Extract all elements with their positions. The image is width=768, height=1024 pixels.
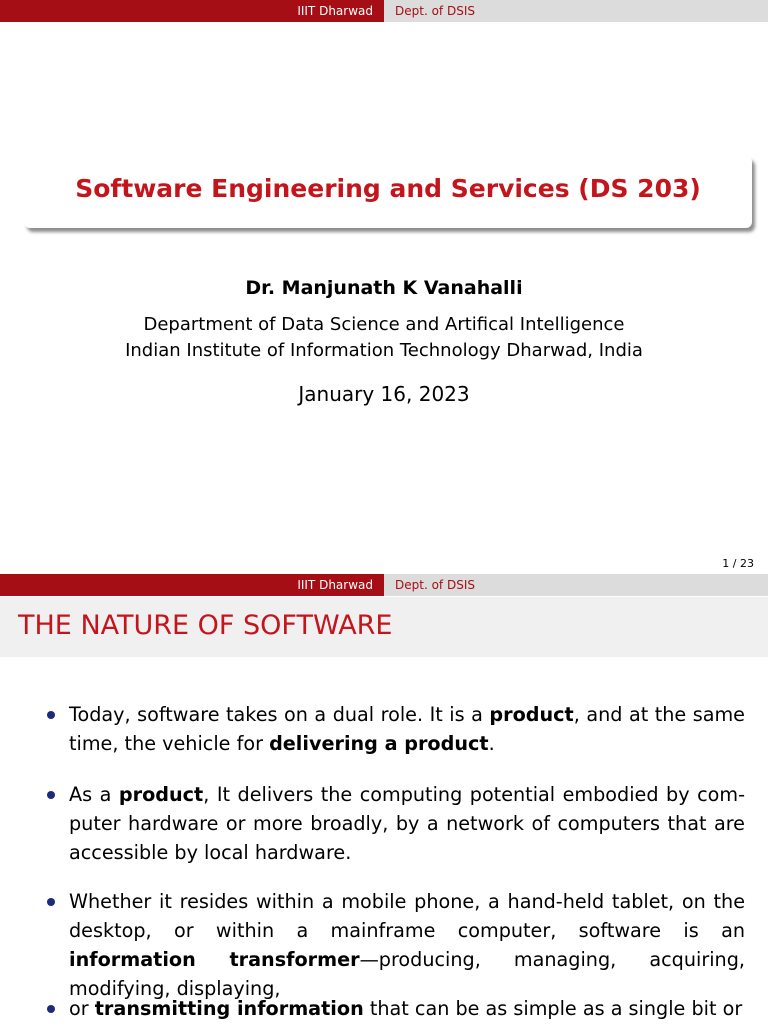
text: that can be as simple as a single bit or xyxy=(363,997,743,1020)
text: As a xyxy=(69,783,119,806)
slide-title: Software Engineering and Services (DS 203) xyxy=(75,174,701,203)
slide1-header xyxy=(0,0,768,22)
header-right: Dept. of DSIS xyxy=(384,574,768,596)
text: Whether it resides within a mobile phone, a hand-held tablet, on the desktop, or within a mainframe computer, software is an xyxy=(69,890,745,942)
bullet-icon xyxy=(47,1005,55,1013)
list-item xyxy=(69,780,745,867)
bold-text: transmitting information xyxy=(94,997,364,1020)
text: . xyxy=(488,732,495,755)
header-left: IIIT Dharwad xyxy=(0,0,384,22)
text: Today, software takes on a dual role. It is a xyxy=(69,703,490,726)
department: Department of Data Science and Artifical Intelligence xyxy=(143,314,625,335)
bullet-icon xyxy=(47,711,55,719)
list-item xyxy=(69,700,745,758)
list-item xyxy=(69,994,745,1023)
bullet-icon xyxy=(47,791,55,799)
author: Dr. Manjunath K Vanahalli xyxy=(245,277,523,299)
bold-text: information transformer xyxy=(69,948,360,971)
text: , and at the same time, the vehicle for xyxy=(69,703,745,755)
list-item xyxy=(69,887,745,1003)
text: , It delivers the computing potential embodied by com- puter hardware or more broadly, by a network of computers that are accessible by local hardware. xyxy=(69,783,745,864)
bold-text: product xyxy=(489,703,574,726)
text: —producing, managing, acquiring, modifying, displaying, xyxy=(69,948,745,1000)
title-box xyxy=(24,156,752,228)
bold-text: delivering a product xyxy=(269,732,489,755)
bold-text: product xyxy=(118,783,204,806)
header-right: Dept. of DSIS xyxy=(384,0,768,22)
slide2-header xyxy=(0,574,768,596)
page-number: 1 / 23 xyxy=(722,557,754,570)
header-left: IIIT Dharwad xyxy=(0,574,384,596)
date: January 16, 2023 xyxy=(298,382,470,406)
text: or xyxy=(69,997,95,1020)
bullet-icon xyxy=(47,898,55,906)
frame-title: THE NATURE OF SOFTWARE xyxy=(18,610,393,641)
institute: Indian Institute of Information Technology Dharwad, India xyxy=(125,340,643,361)
